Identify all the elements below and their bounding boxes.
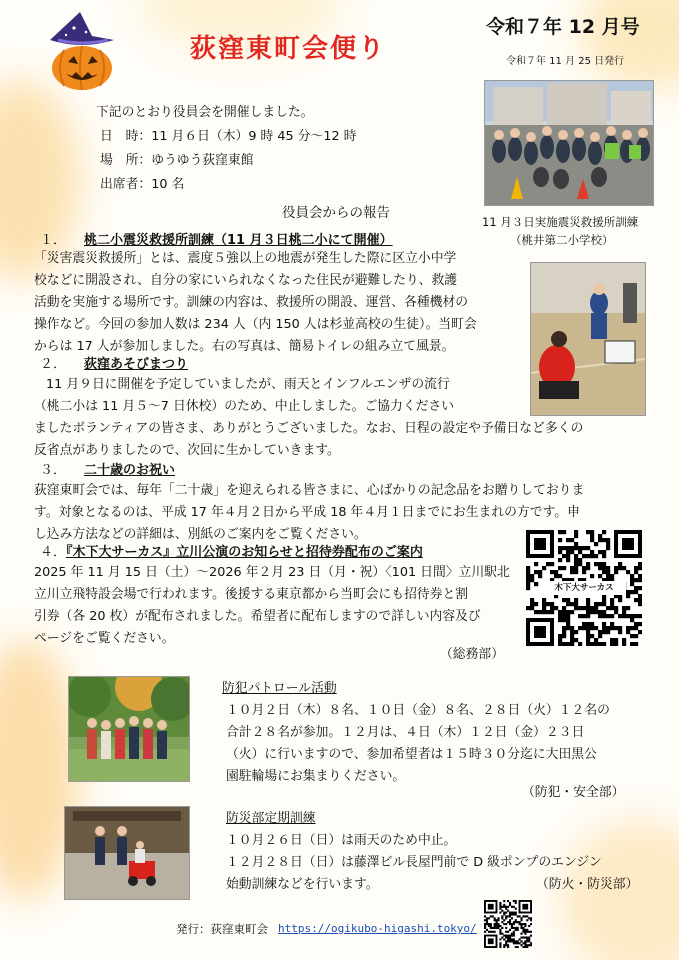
section3-heading	[40, 462, 175, 480]
section3-number: ３．	[40, 463, 67, 478]
footer-qr-code[interactable]	[484, 900, 532, 948]
section4-line: ページをご覧ください。	[34, 631, 175, 646]
patrol-line: （火）に行いますので、参加希望者は１５時３０分迄に大田黒公	[226, 747, 597, 762]
section1-number: １．	[40, 233, 67, 248]
photo-drill-group	[484, 80, 654, 206]
section3-line: し込み方法などの詳細は、別紙のご案内をご覧ください。	[34, 527, 367, 542]
section4-line: 2025 年 11 月 15 日（土）～2026 年２月 23 日（月・祝）〈101 日間〉立川駅北	[34, 565, 510, 580]
section4-heading	[40, 544, 423, 562]
meeting-place: 場 所：ゆうゆう荻窪東館	[100, 153, 254, 168]
section4-line: 立川立飛特設会場で行われます。後援する東京都から当町会にも招待券と割	[34, 587, 469, 602]
footer-website-link[interactable]: https://ogikubo-higashi.tokyo/	[278, 922, 477, 935]
section3-title: 二十歳のお祝い	[84, 463, 176, 478]
meeting-attendees: 出席者：10 名	[100, 177, 185, 192]
patrol-line: １０月２日（木）８名、１０日（金）８名、２８日（火）１２名の	[226, 703, 610, 718]
section2-line: ましたボランティアの皆さま、ありがとうございました。なお、日程の設定や予備日など多くの	[34, 421, 584, 436]
footer-publisher: 発行：荻窪東町会	[176, 922, 268, 936]
section4-number: ４．	[40, 545, 67, 560]
photo-disaster-drill-image	[65, 807, 189, 899]
photo1-caption: 11 月３日実施震災救援所訓練	[482, 215, 639, 229]
section2-line: （桃二小は 11 月５～7 日休校）のため、中止しました。ご協力ください	[34, 399, 455, 414]
disaster-line: １０月２６日（日）は雨天のため中止。	[226, 833, 457, 848]
photo-disaster-drill	[64, 806, 190, 900]
photo-patrol-group-image	[69, 677, 189, 781]
photo-toilet-assembly-image	[531, 263, 645, 415]
qr-center-label: 木下大サーカス	[542, 581, 626, 595]
section2-line: 11 月９日に開催を予定していましたが、雨天とインフルエンザの流行	[46, 377, 450, 392]
patrol-line: 園駐輪場にお集まりください。	[226, 769, 406, 784]
photo-drill-group-image	[485, 81, 653, 205]
section1-line: 活動を実施する場所です。訓練の内容は、救援所の開設、運営、各種機材の	[34, 295, 469, 310]
disaster-title: 防災部定期訓練	[226, 811, 316, 826]
disaster-line: １２月２８日（日）は藤澤ビル長屋門前で D 級ポンプのエンジン	[226, 855, 602, 870]
disaster-line: 始動訓練などを行います。	[226, 877, 379, 892]
section2-heading	[40, 356, 188, 374]
issue-label: 令和７年 12 月号	[486, 16, 640, 38]
patrol-line: 合計２８名が参加。１２月は、４日（木）１２日（金）２３日	[226, 725, 585, 740]
section1-title: 桃二小震災救援所訓練（11 月３日桃二小にて開催）	[84, 233, 393, 248]
section4-line: 引券（各 20 枚）が配布されました。希望者に配布しますので詳しい内容及び	[34, 609, 481, 624]
section1-line: 操作など。今回の参加人数は 234 人（内 150 人は杉並高校の生徒）。当町会	[34, 317, 477, 332]
section2-line: 反省点がありましたので、次回に生かしていきます。	[34, 443, 340, 458]
section3-line: 荻窪東町会では、毎年「二十歳」を迎えられる皆さまに、心ばかりの記念品をお贈りしておりま	[34, 483, 585, 498]
report-title: 役員会からの報告	[282, 205, 390, 221]
section-dept-general: （総務部）	[440, 647, 504, 662]
meeting-datetime: 日 時：11 月６日（木）9 時 45 分～12 時	[100, 129, 357, 144]
meeting-intro: 下記のとおり役員会を開催しました。	[96, 105, 314, 120]
section1-line: 「災害震災救援所」とは、震度５強以上の地震が発生した際に区立小中学	[34, 251, 457, 266]
publish-date: 令和７年 11 月 25 日発行	[506, 56, 625, 67]
qr-code-icon	[484, 900, 532, 948]
photo-patrol-group	[68, 676, 190, 782]
section1-line: 校などに開設され、自分の家にいられなくなった住民が避難したり、救護	[34, 273, 458, 288]
pumpkin-witch-icon	[36, 10, 124, 94]
patrol-title: 防犯パトロール活動	[222, 681, 337, 696]
disaster-dept: （防火・防災部）	[536, 877, 639, 892]
section1-line: からは 17 人が参加しました。右の写真は、簡易トイレの組み立て風景。	[34, 339, 455, 354]
photo-toilet-assembly	[530, 262, 646, 416]
photo1-caption-sub: （桃井第二小学校）	[510, 233, 614, 247]
newsletter-title: 荻窪東町会便り	[190, 34, 387, 64]
circus-qr-code[interactable]	[526, 530, 642, 646]
section1-heading	[40, 232, 393, 250]
section2-title: 荻窪あそびまつり	[84, 357, 189, 372]
section2-number: ２．	[40, 357, 67, 372]
patrol-dept: （防犯・安全部）	[522, 785, 625, 800]
section3-line: す。対象となるのは、平成 17 年４月２日から平成 18 年４月１日までにお生まれの方です。申	[34, 505, 580, 520]
section4-title: 『木下大サーカス』立川公演のお知らせと招待券配布のご案内	[66, 545, 423, 560]
